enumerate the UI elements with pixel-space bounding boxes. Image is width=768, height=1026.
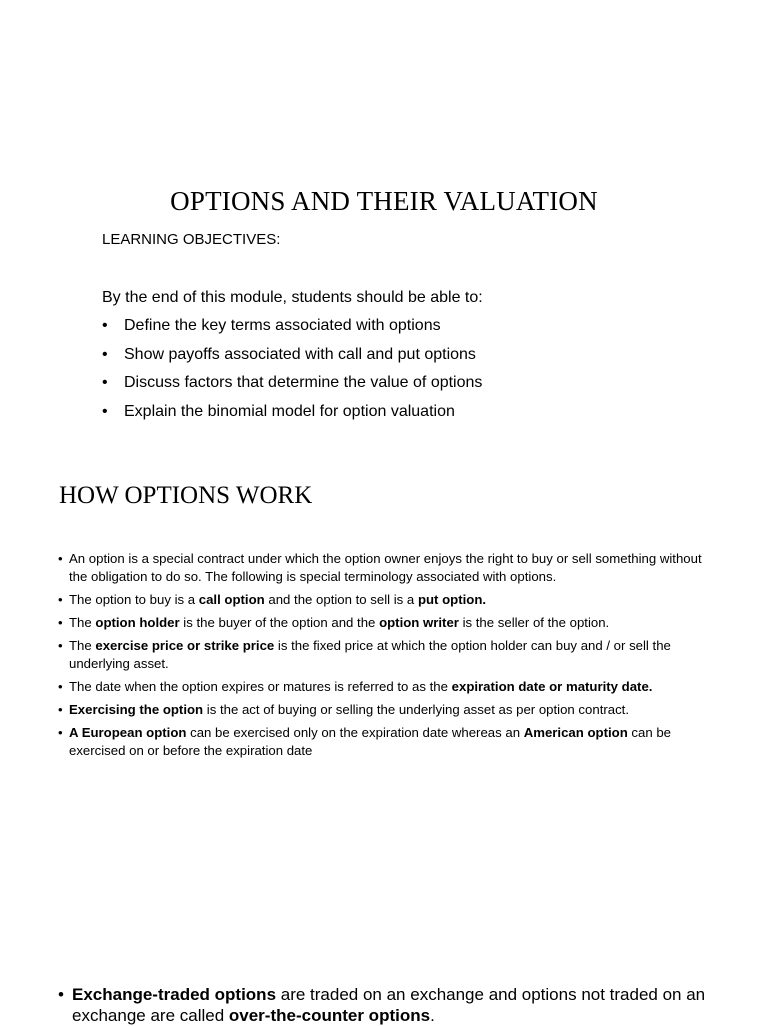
bullet-icon: • <box>58 615 63 630</box>
markets-list <box>58 984 738 1026</box>
term-european-option: A European option <box>69 725 187 740</box>
term-option-writer: option writer <box>379 615 459 630</box>
bullet-icon: • <box>58 679 63 694</box>
list-item <box>58 724 718 760</box>
list-item <box>58 591 718 609</box>
term-otc-options: over-the-counter options <box>228 1006 431 1025</box>
bullet-icon: • <box>58 638 63 653</box>
term-exercise-price: exercise price or strike price <box>95 638 275 653</box>
objective-text: Discuss factors that determine the value of options <box>124 374 483 391</box>
list-item <box>102 345 482 374</box>
term-exercising-option: Exercising the option <box>69 702 204 717</box>
bullet-text: . <box>430 1006 435 1025</box>
objectives-list <box>102 316 482 430</box>
objective-text: Explain the binomial model for option valuation <box>124 402 455 420</box>
bullet-text: is the seller of the option. <box>458 615 610 630</box>
term-american-option: American option <box>523 725 628 740</box>
term-exchange-traded: Exchange-traded options <box>72 985 277 1004</box>
objective-text: Show payoffs associated with call and put options <box>124 345 476 363</box>
bullet-text: and the option to sell is a <box>264 592 418 607</box>
list-item <box>58 678 718 696</box>
term-expiration-date: expiration date or maturity date. <box>451 679 653 694</box>
bullet-icon: • <box>102 345 108 363</box>
term-call-option: call option <box>198 592 265 607</box>
bullet-icon: • <box>102 374 108 391</box>
slide-learning-objectives <box>0 0 768 452</box>
bullet-icon: • <box>58 592 63 607</box>
bullet-text: is the act of buying or selling the underlying asset as per option contract. <box>203 702 630 717</box>
bullet-icon: • <box>58 702 63 717</box>
list-item <box>58 637 718 673</box>
bullet-icon: • <box>58 551 63 566</box>
section-title: HOW OPTIONS WORK <box>59 482 313 509</box>
objective-text: Define the key terms associated with options <box>124 317 441 334</box>
bullet-text: are traded on an exchange and options not traded on an exchange are called <box>72 985 706 1025</box>
bullet-text: The <box>69 638 96 653</box>
slide-option-markets <box>0 960 768 1024</box>
objectives-heading: LEARNING OBJECTIVES: <box>102 231 281 248</box>
page-title: OPTIONS AND THEIR VALUATION <box>170 186 598 216</box>
slide-how-options-work <box>0 452 768 960</box>
bullet-icon: • <box>58 985 64 1004</box>
bullet-text: can be exercised only on the expiration date whereas an <box>186 725 524 740</box>
list-item <box>58 701 718 719</box>
bullet-text: The option to buy is a <box>69 592 199 607</box>
bullet-icon: • <box>102 317 108 334</box>
bullet-icon: • <box>58 725 63 740</box>
bullet-icon: • <box>102 402 108 420</box>
bullet-text: An option is a special contract under which the option owner enjoys the right to buy or sell something without the obligation to do so. The following is special terminology associated with options. <box>69 551 702 584</box>
term-put-option: put option. <box>417 592 487 607</box>
bullet-text: is the fixed price at which the option holder can buy and / or sell the underlying asset. <box>69 638 671 671</box>
bullet-text: The <box>69 615 96 630</box>
term-option-holder: option holder <box>95 615 180 630</box>
terminology-list <box>58 550 718 765</box>
list-item <box>102 402 482 431</box>
bullet-text: The date when the option expires or matures is referred to as the <box>69 679 452 694</box>
bullet-text: can be exercised on or before the expiration date <box>69 725 672 758</box>
list-item <box>58 550 718 586</box>
bullet-text: is the buyer of the option and the <box>179 615 380 630</box>
list-item <box>102 316 482 345</box>
list-item <box>58 614 718 632</box>
list-item <box>102 373 482 402</box>
list-item <box>58 984 738 1026</box>
objectives-intro: By the end of this module, students should be able to: <box>102 289 483 306</box>
